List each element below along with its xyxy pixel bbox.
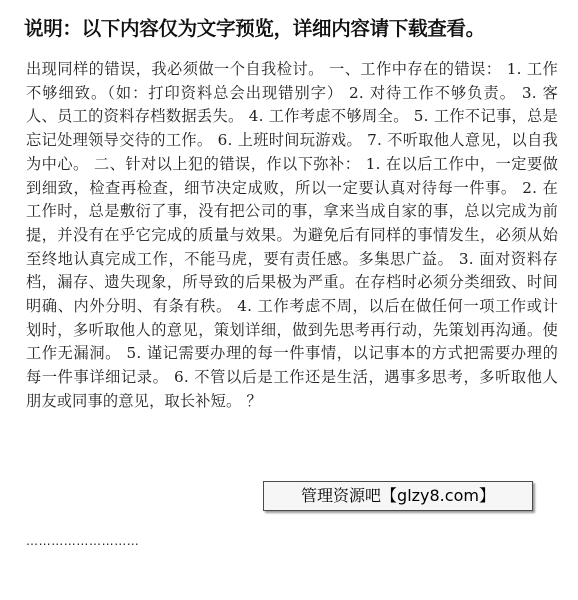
document-body-text: 出现同样的错误，我必须做一个自我检讨。 一、工作中存在的错误： 1. 工作不够细致。（如：打印资料总会出现错别字） 2. 对待工作不够负责。 3. 客人、员工的资料存档数据丢失。 4. 工作考虑不够周全。 5. 工作不记事，总是忘记处理领导交待的工作。 6. 上班时间玩游戏。 7. 不听取他人意见，以自我为中心。 二、针对以上犯的错误，作以下弥补： 1. 在以后工作中，一定要做到细致，检查再检查，细节决定成败，所以一定要认真对待每一件事。 2. 在工作时，总是敷衍了事，没有把公司的事，拿来当成自家的事，总以完成为前提，并没有在乎它完成的质量与效果。为避免后有同样的事情发生，必须从始至终地认真完成工作，不能马虎，要有责任感。多集思广益。 3. 面对资料存档，漏存、遗失现象，所导致的后果极为严重。在存档时必须分类细致、时间明确、内外分明、有条有秩。 4. 工作考虑不周，以后在做任何一项工作或计划时，多听取他人的意见，策划详细，做到先思考再行动，先策划再沟通。使工作无漏洞。 5. 谨记需要办理的每一件事情，以记事本的方式把需要办理的每一件事详细记录。 6. 不管以后是工作还是生活，遇事多思考，多听取他人朋友或同事的意见，取长补短。 ？ bbox=[26, 60, 558, 410]
preview-notice: 说明：以下内容仅为文字预览，详细内容请下载查看。 bbox=[24, 17, 485, 40]
truncation-ellipsis: ……………………… bbox=[26, 534, 140, 548]
watermark-banner: 管理资源吧【glzy8.com】 bbox=[263, 481, 533, 511]
